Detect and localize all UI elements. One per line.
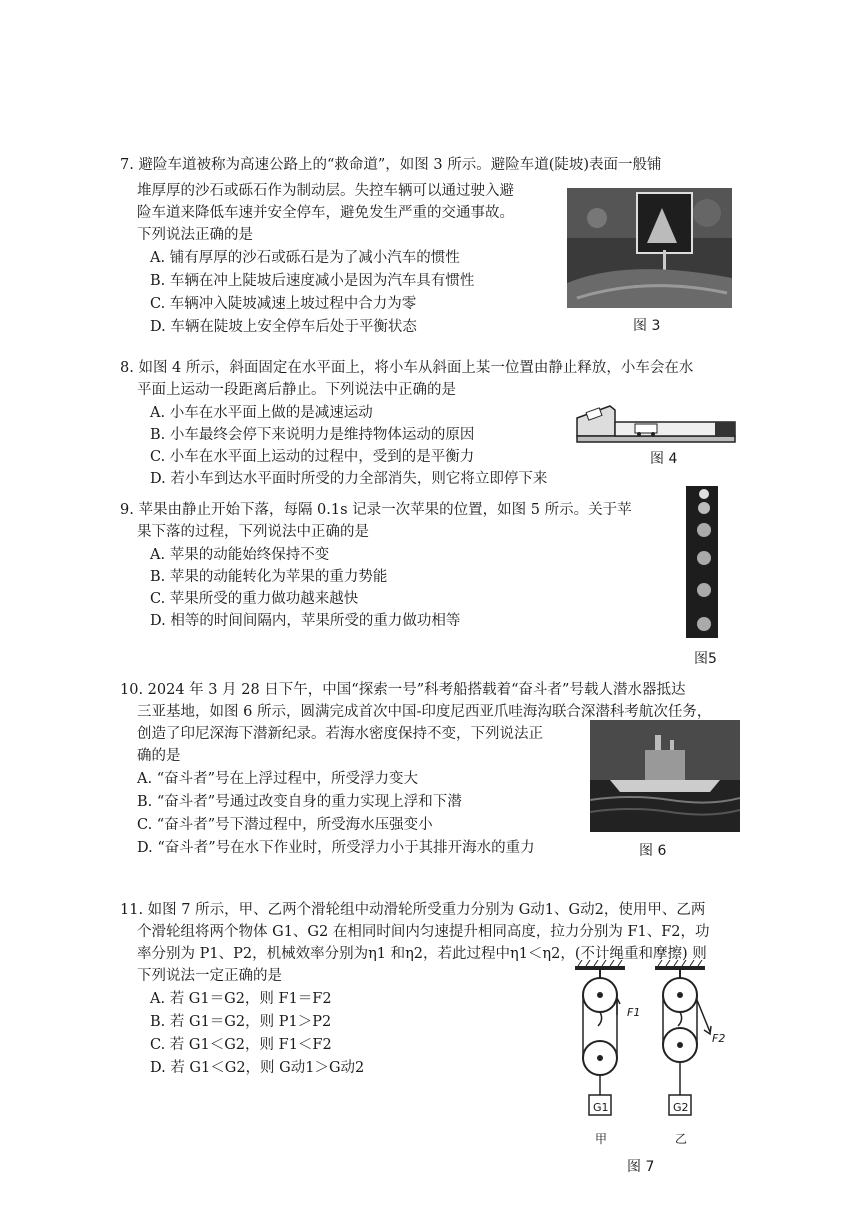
figure-7-pulley-systems-icon	[570, 960, 720, 1155]
label-f2: F2	[712, 1032, 726, 1045]
label-g1: G1	[593, 1101, 609, 1114]
q7-option-b: B. 车辆在冲上陡坡后速度减小是因为汽车具有惯性	[150, 273, 475, 289]
figure-3-caption: 图 3	[633, 318, 661, 334]
q11-stem-line-2: 个滑轮组将两个物体 G1、G2 在相同时间内匀速提升相同高度，拉力分别为 F1、F2，功	[137, 924, 710, 940]
q10-option-c: C. “奋斗者”号下潜过程中，所受海水压强变小	[137, 817, 433, 833]
q9-stem-line-1: 9. 苹果由静止开始下落，每隔 0.1s 记录一次苹果的位置，如图 5 所示。关于苹	[120, 502, 632, 518]
label-yi: 乙	[675, 1132, 688, 1146]
q8-option-b: B. 小车最终会停下来说明力是维持物体运动的原因	[150, 427, 475, 443]
q10-stem-line-4: 确的是	[137, 748, 181, 764]
figure-5-caption: 图5	[694, 651, 717, 667]
research-ship-photo-icon	[590, 720, 740, 832]
figure-6-ship-photo	[590, 720, 740, 832]
q11-stem-line-4: 下列说法一定正确的是	[137, 968, 282, 984]
q8-option-a: A. 小车在水平面上做的是减速运动	[150, 405, 373, 421]
q9-option-d: D. 相等的时间间隔内，苹果所受的重力做功相等	[150, 613, 461, 629]
q8-stem-line-2: 平面上运动一段距离后静止。下列说法中正确的是	[137, 382, 456, 398]
q9-option-c: C. 苹果所受的重力做功越来越快	[150, 591, 359, 607]
figure-3-photo	[567, 188, 732, 308]
q10-option-d: D. “奋斗者”号在水下作业时，所受浮力小于其排开海水的重力	[137, 840, 535, 856]
q11-option-b: B. 若 G1＝G2，则 P1＞P2	[150, 1014, 332, 1030]
q7-stem-line-3: 险车道来降低车速并安全停车，避免发生严重的交通事故。	[137, 205, 514, 221]
escape-ramp-photo-icon	[567, 188, 732, 308]
q9-option-a: A. 苹果的动能始终保持不变	[150, 547, 330, 563]
figure-5-falling-apple-photo	[686, 486, 718, 638]
q9-stem-line-2: 果下落的过程，下列说法中正确的是	[137, 524, 369, 540]
q7-option-c: C. 车辆冲入陡坡减速上坡过程中合力为零	[150, 296, 417, 312]
q11-stem-line-1: 11. 如图 7 所示，甲、乙两个滑轮组中动滑轮所受重力分别为 G动1、G动2，使用甲、乙两	[120, 902, 706, 918]
q10-stem-line-3: 创造了印尼深海下潜新纪录。若海水密度保持不变，下列说法正	[137, 726, 543, 742]
q10-option-b: B. “奋斗者”号通过改变自身的重力实现上浮和下潜	[137, 794, 462, 810]
figure-7-caption: 图 7	[627, 1159, 655, 1175]
q11-option-a: A. 若 G1＝G2，则 F1＝F2	[150, 991, 332, 1007]
q10-option-a: A. “奋斗者”号在上浮过程中，所受浮力变大	[137, 771, 419, 787]
q8-option-c: C. 小车在水平面上运动的过程中，受到的是平衡力	[150, 449, 475, 465]
q7-option-a: A. 铺有厚厚的沙石或砾石是为了减小汽车的惯性	[150, 250, 460, 266]
q10-stem-line-1: 10. 2024 年 3 月 28 日下午，中国“探索一号”科考船搭载着“奋斗者”号载人潜水器抵达	[120, 682, 686, 698]
q7-stem-line-2: 堆厚厚的沙石或砾石作为制动层。失控车辆可以通过驶入避	[137, 183, 514, 199]
q8-option-d: D. 若小车到达水平面时所受的力全部消失，则它将立即停下来	[150, 471, 548, 487]
label-f1: F1	[627, 1006, 641, 1019]
q11-option-d: D. 若 G1＜G2，则 G动1＞G动2	[150, 1060, 365, 1076]
figure-6-caption: 图 6	[639, 843, 667, 859]
q8-stem-line-1: 8. 如图 4 所示，斜面固定在水平面上，将小车从斜面上某一位置由静止释放，小车会在水	[120, 360, 694, 376]
label-g2: G2	[673, 1101, 689, 1114]
q9-option-b: B. 苹果的动能转化为苹果的重力势能	[150, 569, 388, 585]
falling-apple-strobe-icon	[686, 486, 718, 638]
q11-option-c: C. 若 G1＜G2，则 F1＜F2	[150, 1037, 332, 1053]
figure-4-caption: 图 4	[650, 451, 678, 467]
q10-stem-line-2: 三亚基地，如图 6 所示，圆满完成首次中国-印度尼西亚爪哇海沟联合深潜科考航次任务，	[137, 704, 712, 720]
q7-stem-line-1: 7. 避险车道被称为高速公路上的“救命道”，如图 3 所示。避险车道(陡坡)表面一般铺	[120, 157, 662, 173]
q11-stem-line-3: 率分别为 P1、P2，机械效率分别为η1 和η2，若此过程中η1＜η2，(不计绳重和摩擦) 则	[137, 946, 707, 962]
figure-4-incline-cart-icon	[575, 398, 740, 446]
q7-stem-line-4: 下列说法正确的是	[137, 227, 253, 243]
label-jia: 甲	[595, 1132, 608, 1146]
q7-option-d: D. 车辆在陡坡上安全停车后处于平衡状态	[150, 319, 417, 335]
